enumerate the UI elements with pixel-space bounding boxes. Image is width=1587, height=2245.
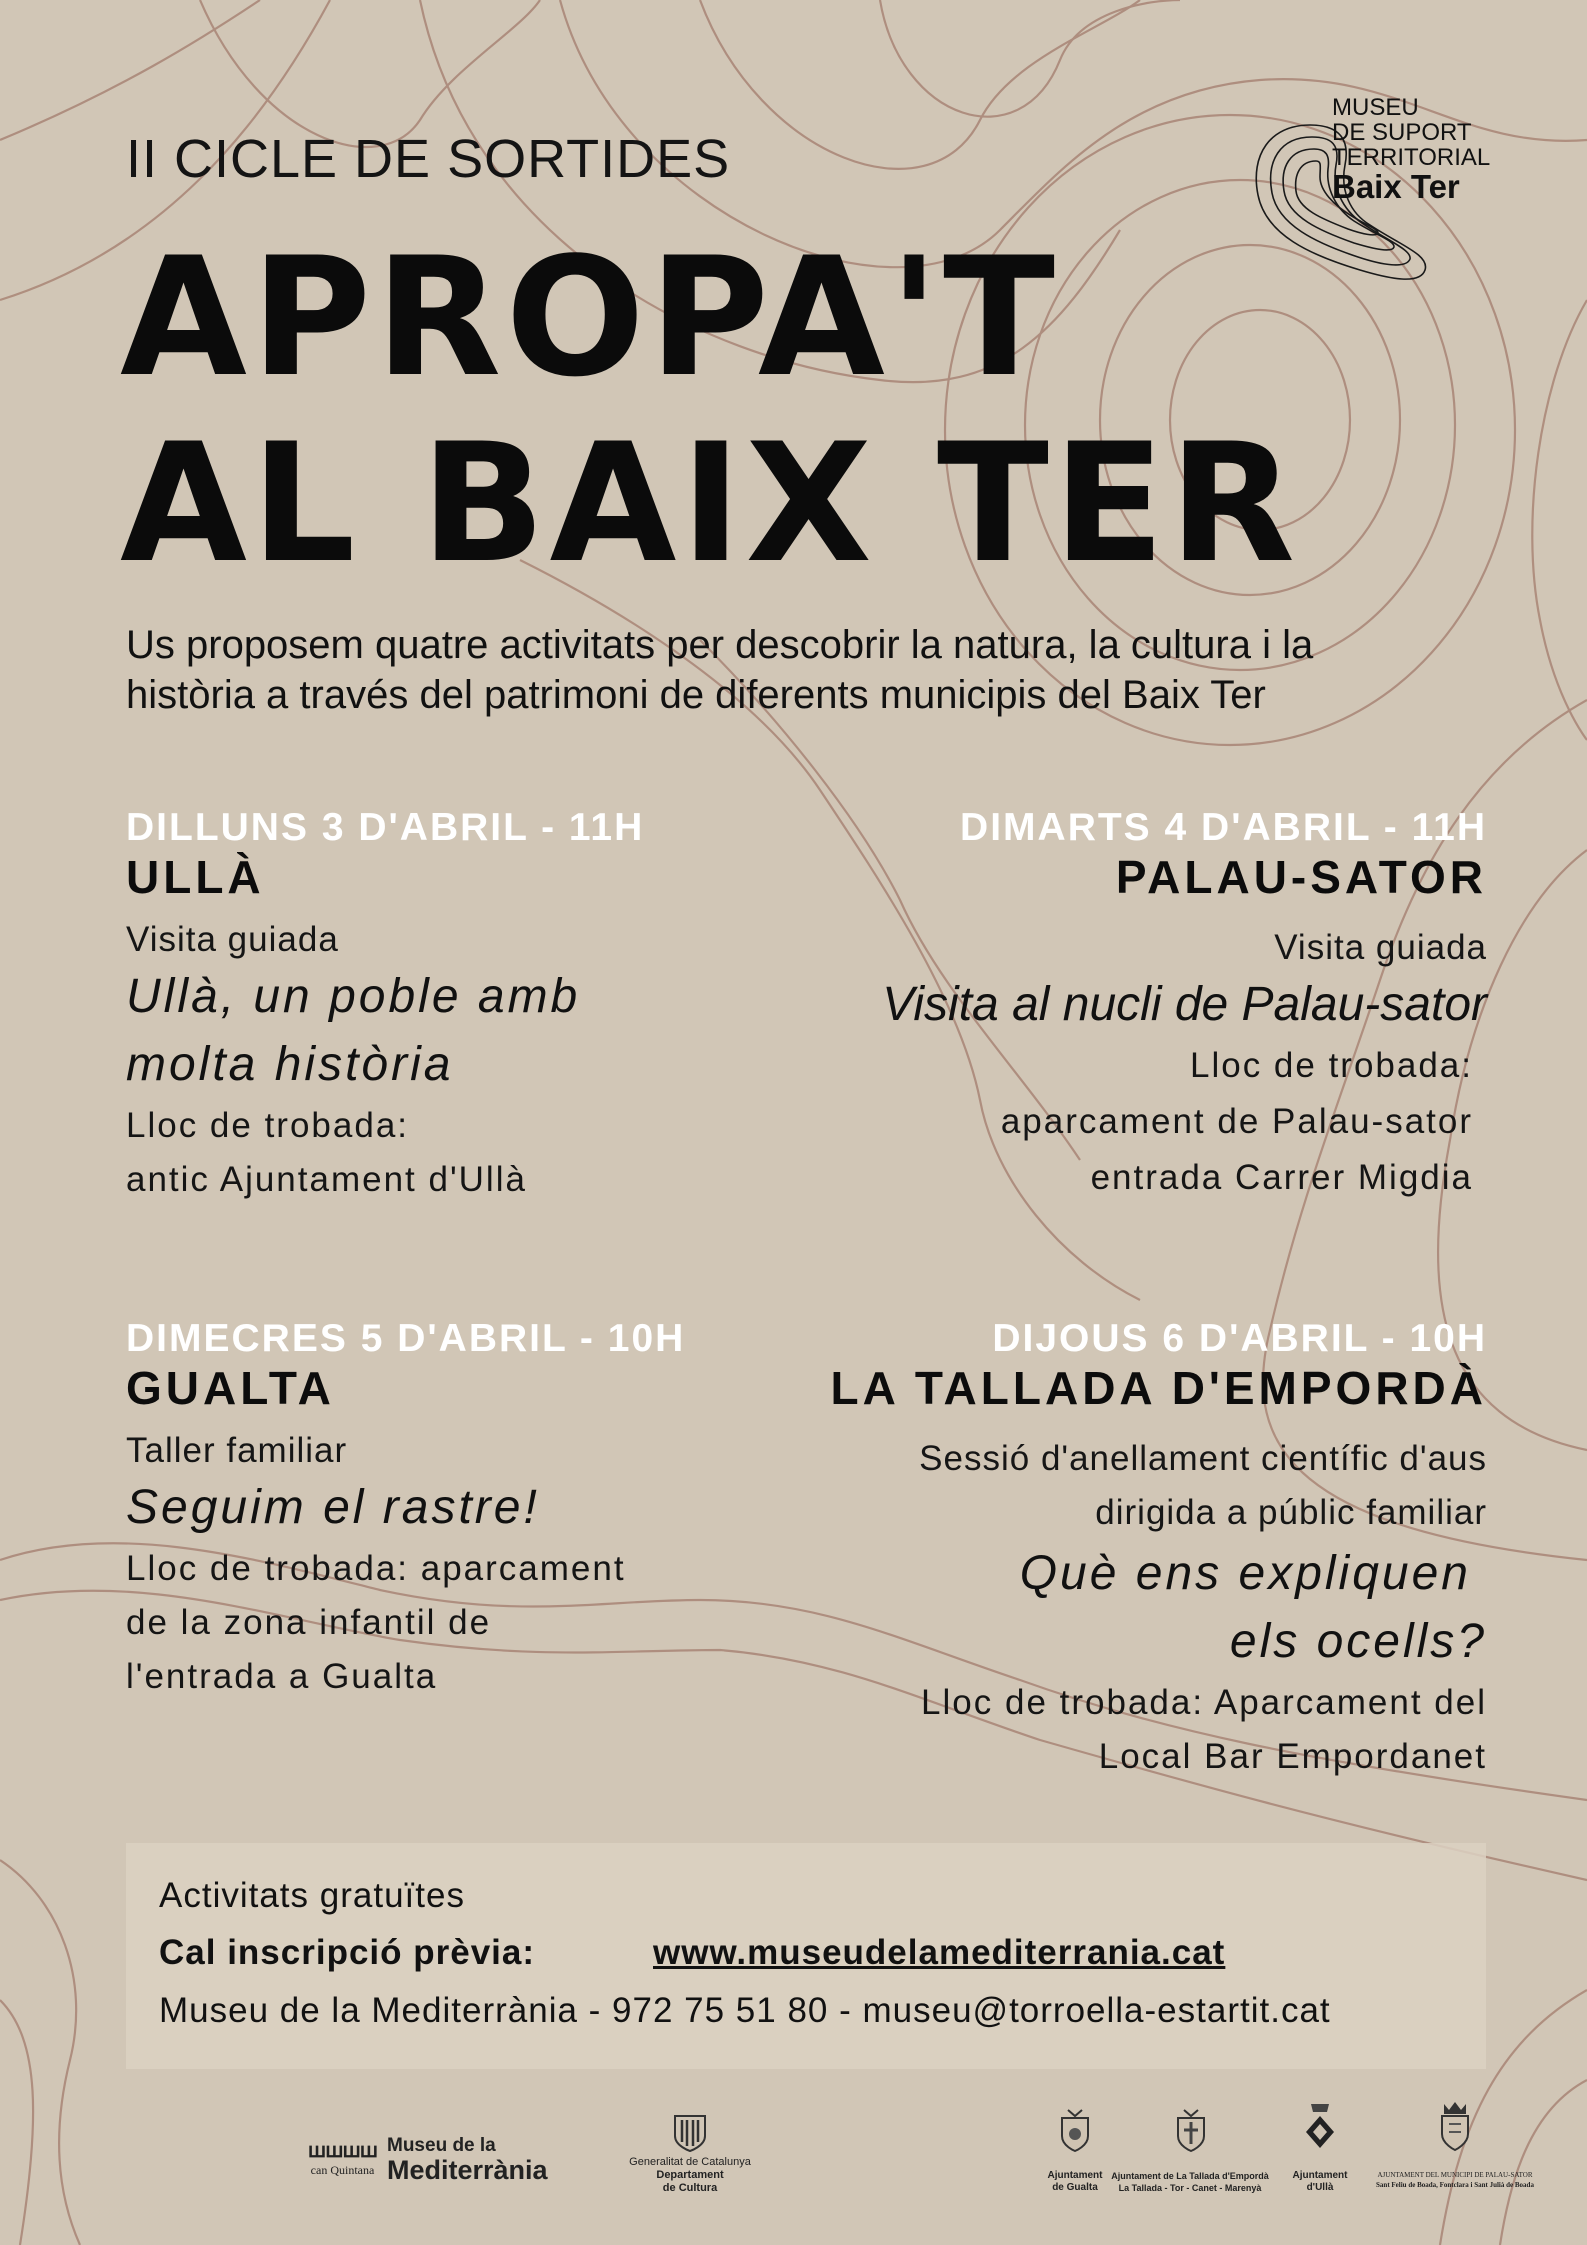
registration-label: Cal inscripció prèvia: [159, 1933, 536, 1972]
event-place: GUALTA [126, 1362, 335, 1414]
event-activity-line: Ullà, un poble amb [126, 970, 581, 1023]
registration-row [159, 1933, 1459, 1973]
event-place: ULLÀ [126, 851, 265, 903]
event-meeting-line: entrada Carrer Migdia [1090, 1158, 1473, 1197]
generalitat-line-3: de Cultura [662, 2182, 718, 2194]
event-meeting-line: de la zona infantil de [126, 1603, 492, 1642]
event-date: DIJOUS 6 D'ABRIL - 10H [992, 1317, 1487, 1360]
museu-big-text: Mediterrània [387, 2155, 548, 2185]
generalitat-text [625, 2156, 755, 2195]
ulla-text [1280, 2170, 1360, 2194]
tallada-text [1100, 2170, 1280, 2194]
ulla-line-2: d'Ullà [1306, 2182, 1334, 2193]
tallada-line-2: La Tallada - Tor - Canet - Marenyà [1118, 2183, 1262, 2193]
event-activity-line: els ocells? [1229, 1615, 1487, 1668]
event-meeting-line: antic Ajuntament d'Ullà [126, 1160, 527, 1199]
logo-line-2: DE SUPORT [1332, 119, 1472, 146]
contact-text: Museu de la Mediterrània - 972 75 51 80 - museu@torroella-estartit.cat [159, 1991, 1331, 2030]
event-kind: Visita guiada [126, 920, 339, 959]
generalitat-line-1: Generalitat de Catalunya [629, 2156, 751, 2168]
event-kind: Visita guiada [1274, 928, 1487, 967]
event-kind: Sessió d'anellament científic d'aus [919, 1439, 1487, 1478]
title-line-1: APROPA'T [120, 222, 1059, 413]
tallada-shield-icon [1174, 2108, 1208, 2152]
generalitat-line-2: Departament [656, 2169, 724, 2181]
event-activity-line: Seguim el rastre! [126, 1481, 540, 1534]
intro-text [126, 620, 1506, 720]
can-quintana-logo [305, 2138, 380, 2178]
event-meeting-line: Lloc de trobada: [126, 1106, 410, 1145]
event-date: DIMARTS 4 D'ABRIL - 11H [960, 806, 1487, 849]
palau-sator-shield-icon [1438, 2100, 1472, 2152]
event-date: DIMECRES 5 D'ABRIL - 10H [126, 1317, 686, 1360]
generalitat-shield-icon [673, 2114, 707, 2152]
title-line-2: AL BAIX TER [120, 408, 1300, 599]
event-meeting-line: l'entrada a Gualta [126, 1657, 438, 1696]
ulla-shield-icon [1303, 2102, 1337, 2154]
event-meeting-line: Lloc de trobada: aparcament [126, 1549, 626, 1588]
ulla-line-1: Ajuntament [1292, 2170, 1348, 2181]
generalitat-logo [625, 2108, 755, 2194]
can-quintana-text: can Quintana [310, 2163, 375, 2177]
event-la-tallada [787, 1316, 1487, 1784]
intro-line-2: història a través del patrimoni de diferents municipis del Baix Ter [126, 673, 1266, 717]
ajuntament-tallada-logo [1100, 2108, 1280, 2193]
museum-logo-text [1332, 95, 1490, 204]
logo-line-1: MUSEU [1332, 94, 1419, 121]
page-title [120, 222, 1300, 599]
ajuntament-ulla-logo [1280, 2108, 1360, 2193]
gualta-line-1: Ajuntament [1047, 2170, 1103, 2181]
event-place: LA TALLADA D'EMPORDÀ [830, 1362, 1487, 1414]
museu-mediterrania-logo [305, 2108, 585, 2188]
tallada-line-1: Ajuntament de La Tallada d'Empordà [1111, 2171, 1269, 2181]
museu-small-text: Museu de la [387, 2135, 496, 2156]
can-quintana-icon: ꟺꟺꟺꟺ [307, 2140, 378, 2162]
website-link[interactable]: www.museudelamediterrania.cat [653, 1933, 1226, 1972]
event-kind: dirigida a públic familiar [1095, 1493, 1487, 1532]
ajuntament-palau-sator-logo [1360, 2108, 1550, 2188]
event-meeting-line: Lloc de trobada: Aparcament del [921, 1683, 1487, 1722]
gualta-line-2: de Gualta [1052, 2182, 1098, 2193]
event-date: DILLUNS 3 D'ABRIL - 11H [126, 806, 645, 849]
event-ulla [126, 805, 826, 1207]
cycle-subtitle: II CICLE DE SORTIDES [126, 129, 731, 189]
intro-line-1: Us proposem quatre activitats per descobrir la natura, la cultura i la [126, 623, 1314, 667]
event-meeting-line: aparcament de Palau-sator [1000, 1102, 1473, 1141]
event-activity-line: Visita al nucli de Palau-sator [882, 978, 1487, 1031]
palau-sator-line-2: Sant Feliu de Boada, Fontclara i Sant Julià de Boada [1376, 2181, 1534, 2189]
museu-wordmark [387, 2136, 548, 2184]
gualta-shield-icon [1058, 2108, 1092, 2152]
free-activities-text: Activitats gratuïtes [159, 1876, 465, 1915]
event-activity-line: molta història [126, 1038, 454, 1091]
event-meeting-line: Local Bar Empordanet [1098, 1737, 1487, 1776]
event-meeting-line: Lloc de trobada: [1189, 1046, 1473, 1085]
info-box [126, 1843, 1486, 2069]
palau-sator-line-1: AJUNTAMENT DEL MUNICIPI DE PALAU-SATOR [1377, 2171, 1533, 2179]
event-palau-sator [787, 805, 1487, 1205]
event-gualta [126, 1316, 826, 1704]
logo-line-3: TERRITORIAL [1332, 144, 1491, 171]
event-activity-line: Què ens expliquen [1019, 1547, 1471, 1600]
palau-sator-text [1360, 2170, 1550, 2190]
logo-line-4: Baix Ter [1332, 168, 1460, 205]
event-kind: Taller familiar [126, 1431, 348, 1470]
event-place: PALAU-SATOR [1115, 851, 1487, 903]
